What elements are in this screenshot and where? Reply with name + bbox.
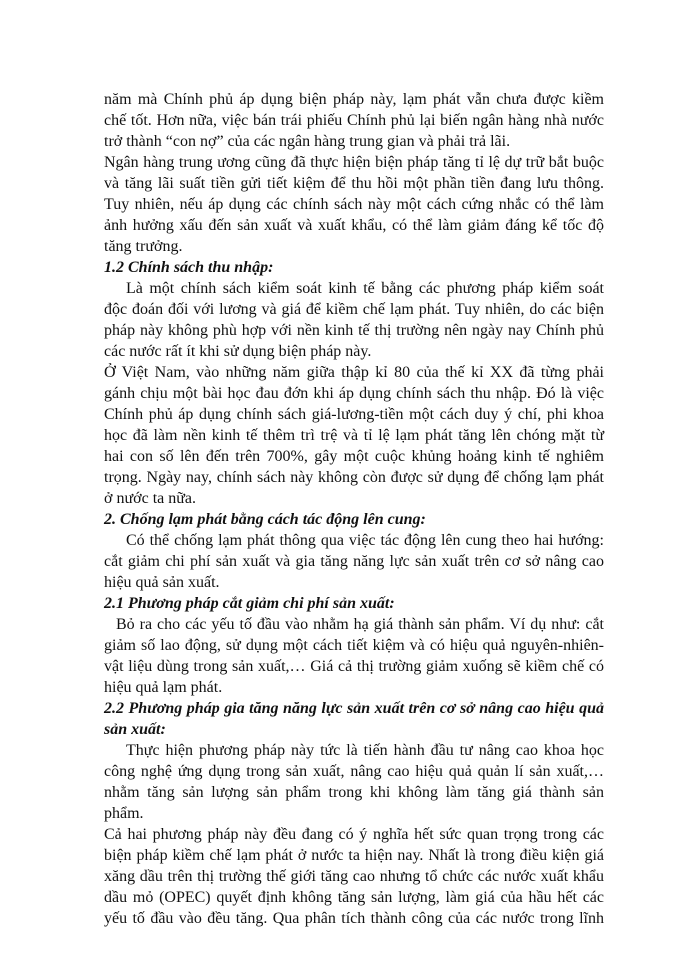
text-line: xăng dầu trên thị trường thế giới tăng cao nhưng tổ chức các nước xuất khẩu [104,868,604,885]
text-line: yếu tố đầu vào đều tăng. Qua phân tích thành công của các nước trong lĩnh [104,910,604,927]
text-line: hiệu quả lạm phát. [104,679,223,696]
text-line: trọng. Ngày nay, chính sách này không còn được sử dụng để chống lạm phát [104,469,604,486]
text-line: cắt giảm chi phí sản xuất và gia tăng năng lực sản xuất trên cơ sở nâng cao [104,553,604,570]
text-line: công nghệ ứng dụng trong sản xuất, nâng cao hiệu quả quản lí sản xuất,… [104,763,604,780]
text-line: và tăng lãi suất tiền gửi tiết kiệm để thu hồi một phần tiền đang lưu thông. [104,175,604,192]
text-line: Thực hiện phương pháp này tức là tiến hành đầu tư nâng cao khoa học [126,742,604,759]
text-line: Chính phủ áp dụng chính sách giá-lương-tiền một cách duy ý chí, phi khoa [104,406,604,423]
section-heading: 2.1 Phương pháp cắt giảm chi phí sản xuất: [104,595,395,612]
text-line: ở nước ta nữa. [104,490,197,507]
text-line: Ngân hàng trung ương cũng đã thực hiện biện pháp tăng tỉ lệ dự trữ bắt buộc [104,154,604,171]
text-line: Bỏ ra cho các yếu tố đầu vào nhằm hạ giá thành sản phẩm. Ví dụ như: cắt [116,616,604,633]
text-line: giảm số lao động, sử dụng một cách tiết kiệm và có hiệu quả nguyên-nhiên- [104,637,604,654]
text-line: Là một chính sách kiểm soát kinh tế bằng các phương pháp kiểm soát [126,280,604,297]
section-heading: 2. Chống lạm phát bằng cách tác động lên cung: [104,511,426,528]
text-line: tăng trưởng. [104,238,183,255]
text-line: Ở Việt Nam, vào những năm giữa thập kỉ 80 của thế kỉ XX đã từng phải [104,364,604,381]
section-heading: sản xuất: [104,721,166,738]
text-line: chế tốt. Hơn nữa, việc bán trái phiếu Chính phủ lại biến ngân hàng nhà nước [104,112,604,129]
text-line: pháp này không phù hợp với nền kinh tế thị trường nên ngày nay Chính phủ [104,322,604,339]
text-line: ảnh hưởng xấu đến sản xuất và xuất khẩu, có thể làm giảm đáng kể tốc độ [104,217,604,234]
text-line: Tuy nhiên, nếu áp dụng các chính sách này một cách cứng nhắc có thể làm [104,196,604,213]
text-line: hai con số lên đến trên 700%, gây một cuộc khủng hoảng kinh tế nghiêm [104,448,604,465]
text-line: vật liệu dùng trong sản xuất,… Giá cả thị trường giảm xuống sẽ kiềm chế có [104,658,604,675]
section-heading: 2.2 Phương pháp gia tăng năng lực sản xuất trên cơ sở nâng cao hiệu quả [104,700,604,717]
text-line: gánh chịu một bài học đau đớn khi áp dụng chính sách thu nhập. Đó là việc [104,385,604,402]
section-heading: 1.2 Chính sách thu nhập: [104,259,274,276]
text-line: phẩm. [104,805,144,822]
text-line: năm mà Chính phủ áp dụng biện pháp này, lạm phát vẫn chưa được kiềm [104,91,604,108]
text-line: dầu mỏ (OPEC) quyết định không tăng sản lượng, làm giá của hầu hết các [104,889,604,906]
text-line: Có thể chống lạm phát thông qua việc tác động lên cung theo hai hướng: [126,532,604,549]
text-line: nhằm tăng sản lượng sản phẩm trong khi không làm tăng giá thành sản [104,784,604,801]
text-line: độc đoán đối với lương và giá để kiềm chế lạm phát. Tuy nhiên, do các biện [104,301,604,318]
text-line: Cả hai phương pháp này đều đang có ý nghĩa hết sức quan trọng trong các [104,826,604,843]
text-line: trở thành “con nợ” của các ngân hàng trung gian và phải trả lãi. [104,133,511,150]
text-line: học đã làm nền kinh tế thêm trì trệ và tỉ lệ lạm phát tăng lên chóng mặt từ [104,427,604,444]
text-line: các nước rất ít khi sử dụng biện pháp này. [104,343,372,360]
text-line: biện pháp kiềm chế lạm phát ở nước ta hiện nay. Nhất là trong điều kiện giá [104,847,604,864]
text-line: hiệu quả sản xuất. [104,574,220,591]
